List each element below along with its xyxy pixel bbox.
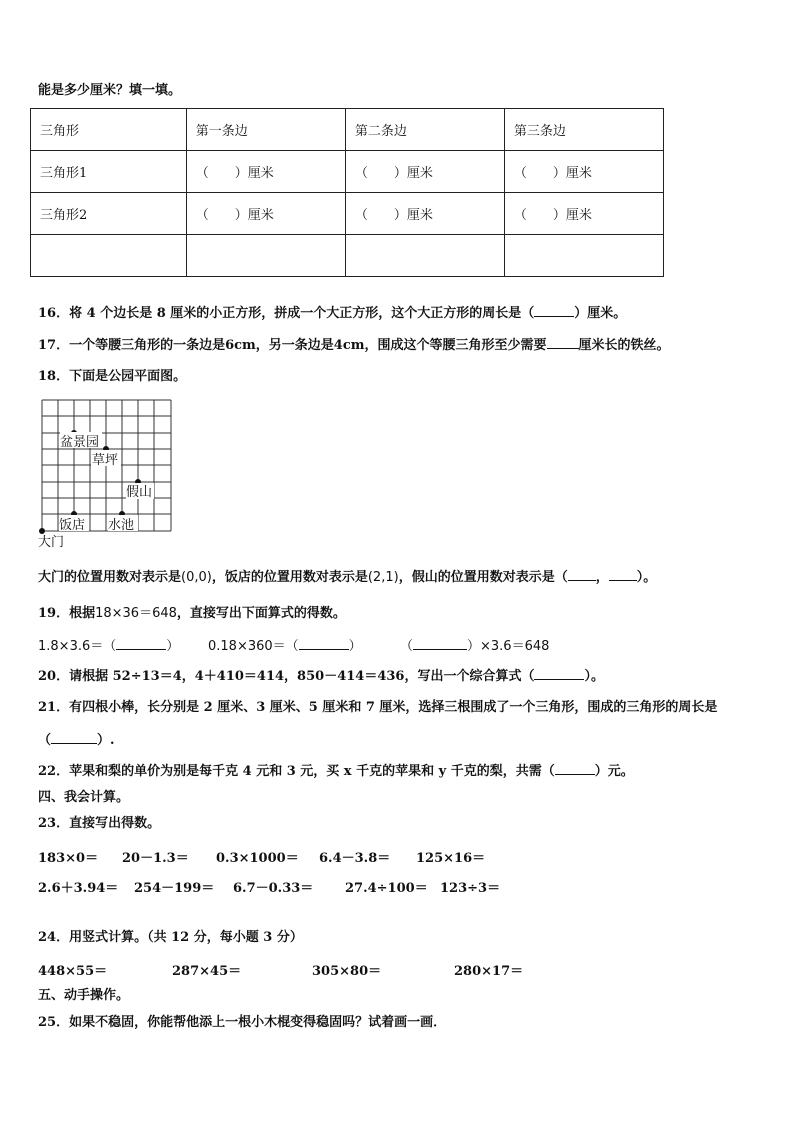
q19-title: [38, 605, 346, 623]
q21-close: ）.: [97, 733, 115, 748]
label-caoping: 草坪: [92, 452, 119, 467]
q20-text: 20．请根据 52÷13＝4，4＋410＝414，850－414＝436，写出一个综合算式（: [38, 669, 535, 684]
q17-text: 17．一个等腰三角形的一条边是6cm，另一条边是4cm，围成这个等腰三角形至少需要: [38, 338, 547, 353]
table-cell: [31, 235, 187, 277]
question-16: [38, 304, 626, 323]
q22-text-end: ）元。: [594, 764, 634, 779]
answer-blank[interactable]: [51, 731, 97, 744]
q24-title: 24．用竖式计算。（共 12 分，每小题 3 分）: [38, 930, 303, 945]
answer-blank[interactable]: [568, 568, 596, 581]
q18-text-c: ，假山的位置用数对表示是（: [398, 570, 568, 585]
table-cell: 三角形1: [31, 151, 187, 193]
answer-blank[interactable]: [534, 667, 584, 680]
table-header: 三角形: [31, 109, 187, 151]
question-25: 25．如果不稳固，你能帮他添上一根小木棍变得稳固吗？试着画一画．: [38, 1015, 447, 1030]
answer-blank[interactable]: [609, 568, 637, 581]
label-fandian: 饭店: [59, 517, 86, 532]
table-cell: （ ）厘米: [345, 193, 504, 235]
q18-comma: ，: [595, 570, 609, 585]
q23-title: 23．直接写出得数。: [38, 816, 161, 831]
q19-e3-text: （: [400, 639, 414, 654]
answer-blank[interactable]: [555, 762, 595, 775]
answer-blank[interactable]: [413, 637, 467, 650]
triangle-table: [30, 108, 664, 277]
label-jiashan: 假山: [126, 484, 153, 499]
q24-item: 448×55＝: [38, 964, 108, 979]
q19-title-a: 19．根据: [38, 606, 96, 621]
label-damen: 大门: [38, 534, 65, 549]
answer-blank[interactable]: [547, 336, 579, 349]
q23-item: 123÷3＝: [440, 881, 501, 896]
question-21: 21．有四根小棒，长分别是 2 厘米、3 厘米、5 厘米和 7 厘米，选择三根围成了一个三角形，围成的三角形的周长是: [38, 700, 718, 715]
q18-text-d: ）。: [636, 570, 657, 585]
q19-e1: [38, 637, 179, 656]
q24-item: 280×17＝: [454, 964, 524, 979]
q22-text: 22．苹果和梨的单价为别是每千克 4 元和 3 元，买 x 千克的苹果和 y 千克的梨，共需（: [38, 764, 555, 779]
q19-title-b: ，直接写出下面算式的得数。: [176, 606, 346, 621]
q18-title: 18．下面是公园平面图。: [38, 369, 187, 384]
section-5-heading: 五、动手操作。: [38, 988, 130, 1003]
q18-text-a: 大门的位置用数对表示是: [38, 570, 182, 585]
table-row: [31, 193, 664, 235]
q23-item: 2.6＋3.94＝: [38, 881, 119, 896]
table-cell: [186, 235, 345, 277]
pair-fandian: (2,1): [367, 570, 399, 585]
q23-item: 0.3×1000＝: [216, 851, 299, 866]
q16-text-end: ）厘米。: [574, 306, 627, 321]
table-cell: （ ）厘米: [345, 151, 504, 193]
table-cell: （ ）厘米: [504, 193, 663, 235]
q23-item: 27.4÷100＝: [345, 881, 428, 896]
table-header: 第一条边: [186, 109, 345, 151]
table-row: [31, 235, 664, 277]
question-21-answer: [38, 731, 115, 750]
q23-item: 125×16＝: [416, 851, 486, 866]
table-header-row: [31, 109, 664, 151]
q19-e3-end: ）×3.6＝648: [467, 639, 550, 654]
table-row: [31, 151, 664, 193]
q19-e2-end: ）: [348, 639, 362, 654]
table-cell: [345, 235, 504, 277]
table-cell: （ ）厘米: [186, 193, 345, 235]
table-cell: 三角形2: [31, 193, 187, 235]
answer-blank[interactable]: [116, 637, 166, 650]
q19-equation: 18×36＝648: [95, 606, 177, 621]
table-header: 第二条边: [345, 109, 504, 151]
label-penjing: 盆景园: [60, 434, 100, 449]
table-header: 第三条边: [504, 109, 663, 151]
table-cell: [504, 235, 663, 277]
pair-damen: (0,0): [181, 570, 212, 585]
q24-item: 305×80＝: [312, 964, 382, 979]
q21-open: （: [38, 733, 52, 748]
q23-item: 183×0＝: [38, 851, 99, 866]
q23-item: 6.7－0.33＝: [233, 881, 314, 896]
q19-e3: [400, 637, 549, 656]
q19-e2: [208, 637, 362, 656]
q20-text-end: ）。: [584, 669, 604, 684]
question-22: [38, 762, 634, 781]
q16-text: 16．将 4 个边长是 8 厘米的小正方形，拼成一个大正方形，这个大正方形的周长是（: [38, 306, 535, 321]
label-shuichi: 水池: [108, 517, 135, 532]
q24-item: 287×45＝: [172, 964, 242, 979]
q19-e1-text: 1.8×3.6＝（: [38, 639, 117, 654]
answer-blank[interactable]: [534, 304, 574, 317]
table-cell: （ ）厘米: [186, 151, 345, 193]
q19-e1-end: ）: [166, 639, 180, 654]
q18-text-b: ，饭店的位置用数对表示是: [211, 570, 368, 585]
question-20: [38, 667, 604, 686]
q23-item: 254－199＝: [134, 881, 215, 896]
table-cell: （ ）厘米: [504, 151, 663, 193]
q23-item: 6.4－3.8＝: [319, 851, 391, 866]
q23-item: 20－1.3＝: [122, 851, 189, 866]
answer-blank[interactable]: [299, 637, 349, 650]
q18-question: [38, 568, 656, 587]
park-map: [0, 390, 200, 550]
q19-e2-text: 0.18×360＝（: [208, 639, 299, 654]
question-17: [38, 336, 670, 355]
intro-text: 能是多少厘米？填一填。: [38, 83, 182, 98]
q17-text-end: 厘米长的铁丝。: [578, 338, 670, 353]
section-4-heading: 四、我会计算。: [38, 790, 130, 805]
